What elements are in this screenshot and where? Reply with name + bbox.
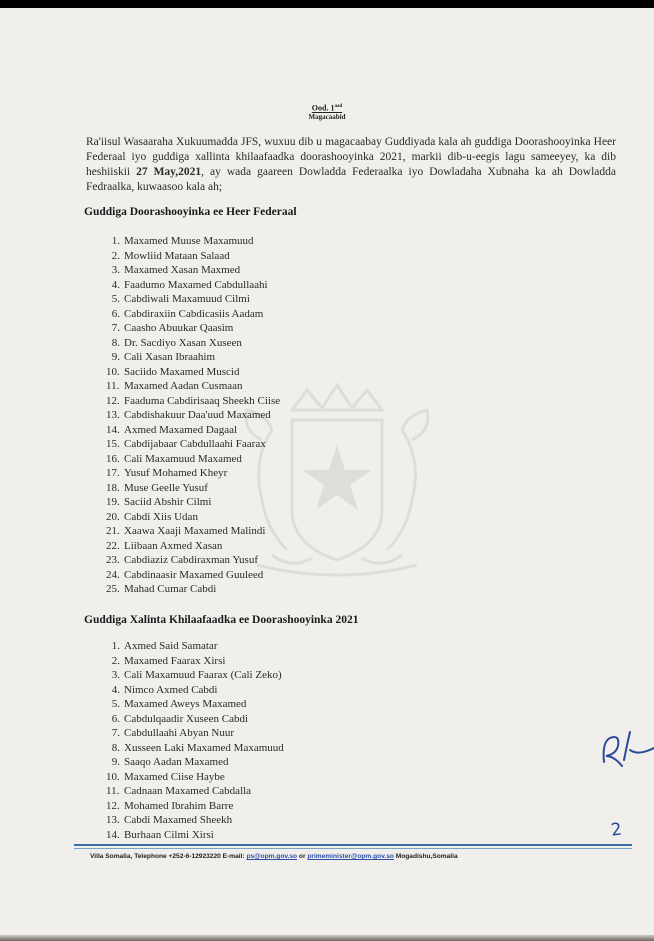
list-item-name: Maxamed Xasan Maxmed xyxy=(124,264,241,276)
list-item-name: Mahad Cumar Cabdi xyxy=(124,583,217,595)
list-item-name: Cabdiraxiin Cabdicasiis Aadam xyxy=(124,307,264,320)
list-item-name: Cabdiwali Maxamuud Cilmi xyxy=(124,293,250,305)
list-item-name: Burhaan Cilmi Xirsi xyxy=(124,828,214,841)
list-item-name: Cabdullaahi Abyan Nuur xyxy=(124,727,234,739)
list-item-name: Xusseen Laki Maxamed Maxamuud xyxy=(124,741,284,754)
list-item-number: 9. xyxy=(111,351,120,363)
list-item-name: Cali Xasan Ibraahim xyxy=(124,351,216,363)
list-item-number: 6. xyxy=(111,307,120,320)
list-item-number: 21. xyxy=(106,525,120,537)
footer-contact: Villa Somalia, Telephone +252-6-12923220 E-mail: ps@opm.gov.so or primeminister@opm.gov.so Mogadishu,Somalia xyxy=(90,853,458,860)
list-item-name: Maxamed Aweys Maxamed xyxy=(124,698,247,710)
page-edge-shadow xyxy=(0,935,654,941)
list-item-name: Cali Maxamuud Maxamed xyxy=(124,452,242,465)
list-item-number: 12. xyxy=(106,799,120,812)
list-item-number: 13. xyxy=(106,409,120,421)
list-item-number: 11. xyxy=(106,380,120,392)
list-item-number: 7. xyxy=(111,322,120,334)
list-item-number: 17. xyxy=(106,467,120,479)
list-item-number: 12. xyxy=(106,394,120,407)
list-item-number: 23. xyxy=(106,554,120,566)
list-item-number: 5. xyxy=(111,698,120,710)
list-item-name: Nimco Axmed Cabdi xyxy=(124,683,218,696)
list-item-name: Xaawa Xaaji Maxamed Malindi xyxy=(124,525,266,537)
list-item-number: 4. xyxy=(111,683,120,696)
list-item-name: Maxamed Ciise Haybe xyxy=(124,770,225,783)
agreement-date: 27 May,2021 xyxy=(136,166,202,178)
list-item-number: 19. xyxy=(106,496,120,508)
list-item-name: Cabdulqaadir Xuseen Cabdi xyxy=(124,712,249,725)
list-item-number: 14. xyxy=(106,423,120,436)
list-item-name: Muse Geelle Yusuf xyxy=(124,481,208,494)
section-title-federal-elections: Guddiga Doorashooyinka ee Heer Federaal xyxy=(84,206,297,218)
list-item-number: 7. xyxy=(111,727,120,739)
list-item-name: Mowliid Mataan Salaad xyxy=(124,249,230,262)
list-item-number: 8. xyxy=(111,741,120,754)
list-item-name: Axmed Said Samatar xyxy=(124,640,218,652)
list-item-number: 24. xyxy=(106,568,120,581)
email-link-primeminister[interactable]: primeminister@opm.gov.so xyxy=(307,853,394,860)
footer-divider-thin xyxy=(74,848,632,849)
list-item-number: 25. xyxy=(106,583,120,595)
list-item-number: 2. xyxy=(111,654,120,667)
list-item-number: 1. xyxy=(111,235,120,247)
list-item-name: Cabdinaasir Maxamed Guuleed xyxy=(124,568,264,581)
list-item-name: Cadnaan Maxamed Cabdalla xyxy=(124,785,252,797)
list-item-number: 22. xyxy=(106,539,120,552)
list-item-name: Yusuf Mohamed Kheyr xyxy=(124,467,228,479)
list-item-name: Faadumo Maxamed Cabdullaahi xyxy=(124,278,268,291)
list-item-number: 11. xyxy=(106,785,120,797)
list-item-name: Dr. Sacdiyo Xasan Xuseen xyxy=(124,336,242,349)
list-item-number: 20. xyxy=(106,510,120,523)
list-item-number: 8. xyxy=(111,336,120,349)
list-item-number: 3. xyxy=(111,669,120,681)
list-item-name: Axmed Maxamed Dagaal xyxy=(124,423,238,436)
list-item-name: Cabdi Xiis Udan xyxy=(124,510,198,523)
list-item-name: Maxamed Muuse Maxamuud xyxy=(124,235,254,247)
list-item-number: 3. xyxy=(111,264,120,276)
list-item-number: 10. xyxy=(106,770,120,783)
list-item-name: Caasho Abuukar Qaasim xyxy=(124,322,234,334)
email-link-ps[interactable]: ps@opm.gov.so xyxy=(246,853,298,860)
list-item-number: 10. xyxy=(106,365,120,378)
list-item-name: Mohamed Ibrahim Barre xyxy=(124,799,234,812)
list-item-name: Cabdiaziz Cabdiraxman Yusuf xyxy=(124,554,258,566)
list-item-name: Maxamed Aadan Cusmaan xyxy=(124,380,243,392)
footer-divider xyxy=(74,844,632,846)
list-item-name: Saaqo Aadan Maxamed xyxy=(124,756,229,768)
list-item-name: Cali Maxamuud Faarax (Cali Zeko) xyxy=(124,669,282,681)
list-item-number: 4. xyxy=(111,278,120,291)
handwritten-page-number: 2 xyxy=(609,819,624,841)
intro-paragraph: Ra'iisul Wasaaraha Xukuumadda JFS, wuxuu dib u magacaabay Guddiyada kala ah guddiga Doorashooyinka Heer Federaal iyo guddiga xallinta khilaafaadka doorashooyinka 2021, markii dib-u-eegis lagu sameeyey, ka dib heshiiskii 27 May,2021, ay wada gaareen Dowladda Federaalka iyo Dowladaha Xubnaha ka ah Dowladda Fedraalka, kuwaasoo kala ah; xyxy=(86,136,616,193)
list-item-name: Maxamed Faarax Xirsi xyxy=(124,654,226,667)
handwritten-signature xyxy=(598,730,654,770)
list-item-name: Cabdishakuur Daa'uud Maxamed xyxy=(124,409,271,421)
list-item-number: 13. xyxy=(106,814,120,826)
list-item-number: 2. xyxy=(111,249,120,262)
reference-number: Ood. $1^{aad}$ xyxy=(311,103,343,113)
list-item-name: Saciid Abshir Cilmi xyxy=(124,496,212,508)
list-item-number: 15. xyxy=(106,438,120,450)
document-subtitle: Magacaabid xyxy=(308,112,346,121)
list-item-name: Liibaan Axmed Xasan xyxy=(124,539,223,552)
document-heading xyxy=(0,102,654,122)
list-item-number: 6. xyxy=(111,712,120,725)
section-title-dispute-resolution: Guddiga Xalinta Khilaafaadka ee Doorashooyinka 2021 xyxy=(84,614,359,626)
list-item-number: 18. xyxy=(106,481,120,494)
list-item-name: Cabdijabaar Cabdullaahi Faarax xyxy=(124,438,266,450)
list-item-number: 16. xyxy=(106,452,120,465)
list-item-name: Saciido Maxamed Muscid xyxy=(124,365,240,378)
list-item-number: 1. xyxy=(111,640,120,652)
document-page xyxy=(0,8,654,941)
list-item-number: 14. xyxy=(106,828,120,841)
list-item-name: Faaduma Cabdirisaaq Sheekh Ciise xyxy=(124,394,281,407)
list-item-number: 9. xyxy=(111,756,120,768)
list-item-name: Cabdi Maxamed Sheekh xyxy=(124,814,233,826)
list-item-number: 5. xyxy=(111,293,120,305)
